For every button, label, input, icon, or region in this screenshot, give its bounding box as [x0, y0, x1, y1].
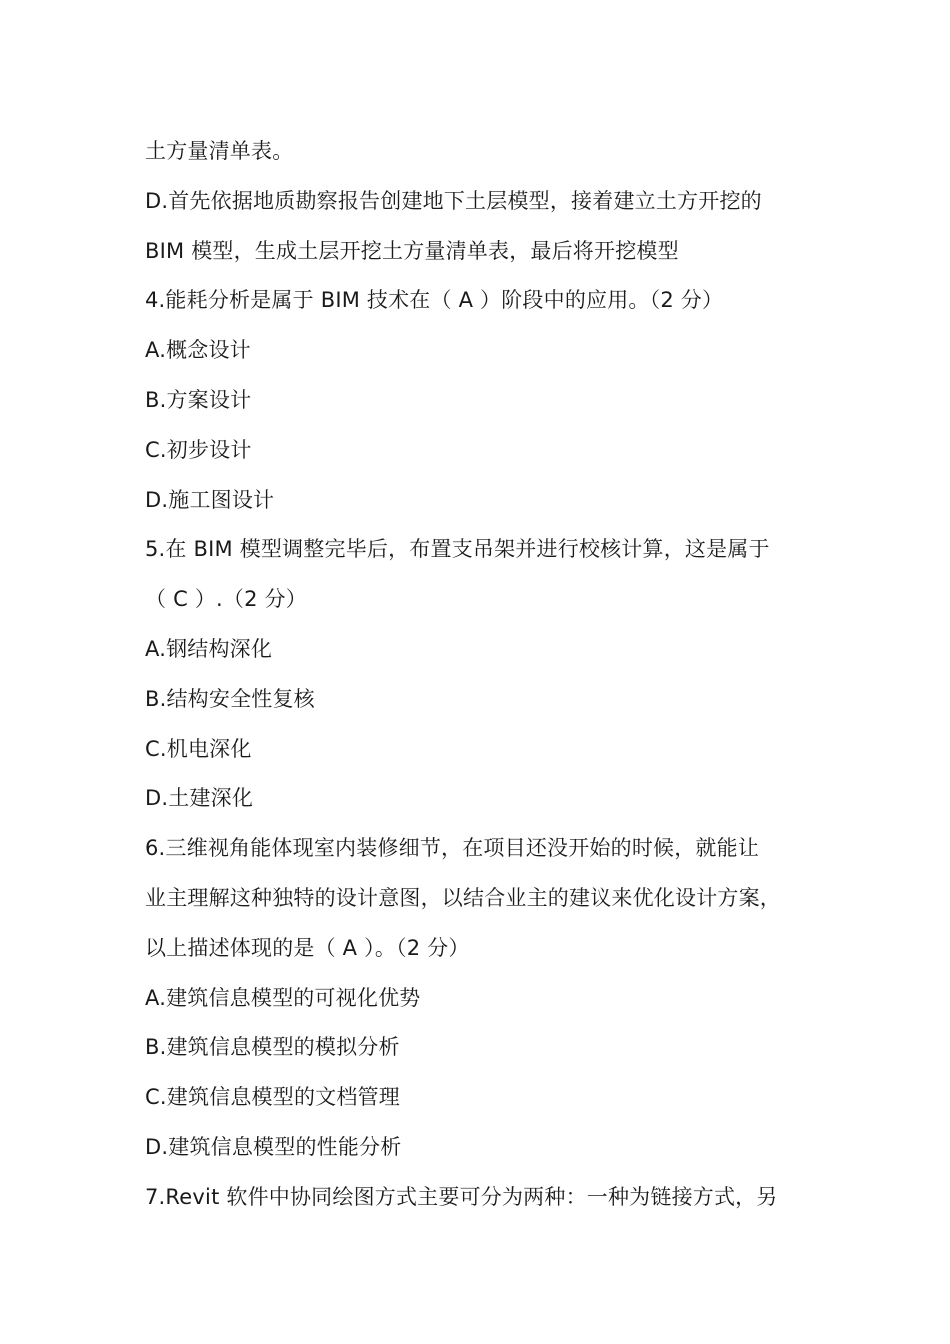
q4-option-b: B.方案设计 — [145, 387, 252, 412]
q4-option-d: D.施工图设计 — [145, 487, 275, 512]
question-5-line-2: （ C ）.（2 分） — [145, 587, 307, 612]
question-6-line-1: 6.三维视角能体现室内装修细节，在项目还没开始的时候，就能让 — [145, 836, 760, 861]
q6-option-d: D.建筑信息模型的性能分析 — [145, 1134, 402, 1159]
q6-option-a: A.建筑信息模型的可视化优势 — [145, 985, 421, 1010]
q5-option-c: C.机电深化 — [145, 736, 252, 761]
q5-option-d: D.土建深化 — [145, 786, 254, 811]
question-4: 4.能耗分析是属于 BIM 技术在（ A ）阶段中的应用。（2 分） — [145, 288, 724, 313]
q5-option-b: B.结构安全性复核 — [145, 686, 315, 711]
q5-option-a: A.钢结构深化 — [145, 636, 273, 661]
question-6-line-2: 业主理解这种独特的设计意图，以结合业主的建议来优化设计方案， — [145, 885, 781, 910]
option-d-line-1: D.首先依据地质勘察报告创建地下土层模型，接着建立土方开挖的 — [145, 188, 762, 213]
q4-option-a: A.概念设计 — [145, 338, 251, 363]
question-5-line-1: 5.在 BIM 模型调整完毕后，布置支吊架并进行校核计算，这是属于 — [145, 537, 770, 562]
document-body — [145, 134, 835, 1230]
q4-option-c: C.初步设计 — [145, 437, 252, 462]
question-6-line-3: 以上描述体现的是（ A ）。（2 分） — [145, 935, 470, 960]
q6-option-c: C.建筑信息模型的文档管理 — [145, 1085, 400, 1110]
option-d-line-2: BIM 模型，生成土层开挖土方量清单表，最后将开挖模型 — [145, 238, 679, 263]
text-line-continuation: 土方量清单表。 — [145, 139, 294, 163]
question-7-line-1: 7.Revit 软件中协同绘图方式主要可分为两种：一种为链接方式，另 — [145, 1184, 778, 1209]
q6-option-b: B.建筑信息模型的模拟分析 — [145, 1035, 400, 1060]
